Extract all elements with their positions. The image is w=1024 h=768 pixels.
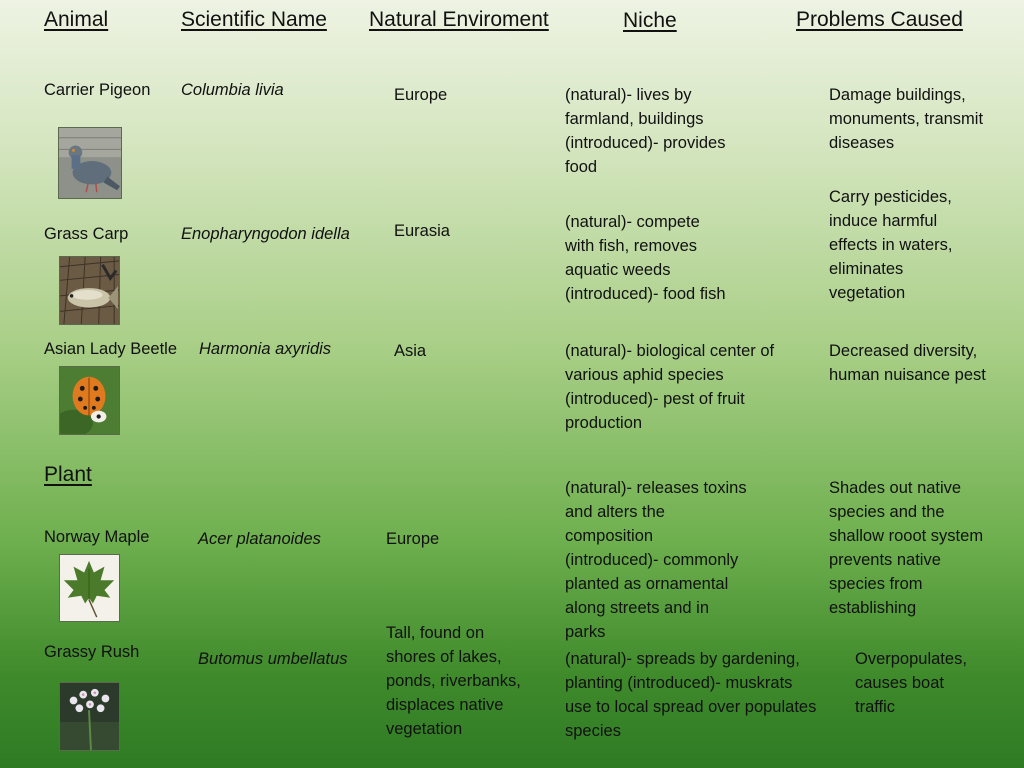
pigeon-photo [58, 127, 122, 199]
scientific-name: Enopharyngodon idella [181, 225, 350, 243]
problems: Damage buildings, monuments, transmit diseases [829, 86, 984, 152]
niche: (natural)- compete with fish, removes aquatic weeds (introduced)- food fish [565, 213, 726, 303]
header-natural-environment: Natural Enviroment [369, 8, 549, 31]
environment: Europe [386, 530, 440, 548]
scientific-name: Columbia livia [181, 81, 284, 99]
plant-name: Grassy Rush [44, 643, 140, 661]
flowering-rush-photo [59, 682, 120, 751]
niche: (natural)- biological center of various aphid species (introduced)- pest of fruit production [565, 342, 775, 432]
problems: Decreased diversity, human nuisance pest [829, 342, 986, 384]
environment: Asia [394, 342, 427, 360]
scientific-name: Harmonia axyridis [199, 340, 332, 358]
problems: Carry pesticides, induce harmful effects in waters, eliminates vegetation [829, 188, 953, 302]
header-problems-caused: Problems Caused [796, 8, 963, 31]
niche: (natural)- lives by farmland, buildings (introduced)- provides food [565, 86, 726, 176]
environment: Europe [394, 86, 448, 104]
header-scientific-name: Scientific Name [181, 8, 327, 31]
plant-name: Norway Maple [44, 528, 150, 546]
maple-leaf-photo [59, 554, 120, 622]
animal-name: Asian Lady Beetle [44, 340, 178, 358]
niche: (natural)- releases toxins and alters the composition (introduced)- commonly planted as ornamental along streets and in parks [565, 479, 747, 641]
header-niche: Niche [623, 9, 677, 32]
scientific-name: Acer platanoides [198, 530, 321, 548]
environment: Tall, found on shores of lakes, ponds, riverbanks, displaces native vegetation [386, 624, 521, 738]
section-heading-plant: Plant [44, 463, 92, 486]
environment: Eurasia [394, 222, 450, 240]
header-animal: Animal [44, 8, 109, 31]
animal-name: Grass Carp [44, 225, 129, 243]
problems: Overpopulates, causes boat traffic [855, 650, 967, 716]
beetle-photo [59, 366, 120, 435]
animal-name: Carrier Pigeon [44, 81, 151, 99]
scientific-name: Butomus umbellatus [198, 650, 348, 668]
carp-photo [59, 256, 120, 325]
problems: Shades out native species and the shallow rooot system prevents native species from establishing [829, 479, 984, 617]
niche: (natural)- spreads by gardening, planting (introduced)- muskrats use to local spread over populates species [565, 650, 817, 740]
